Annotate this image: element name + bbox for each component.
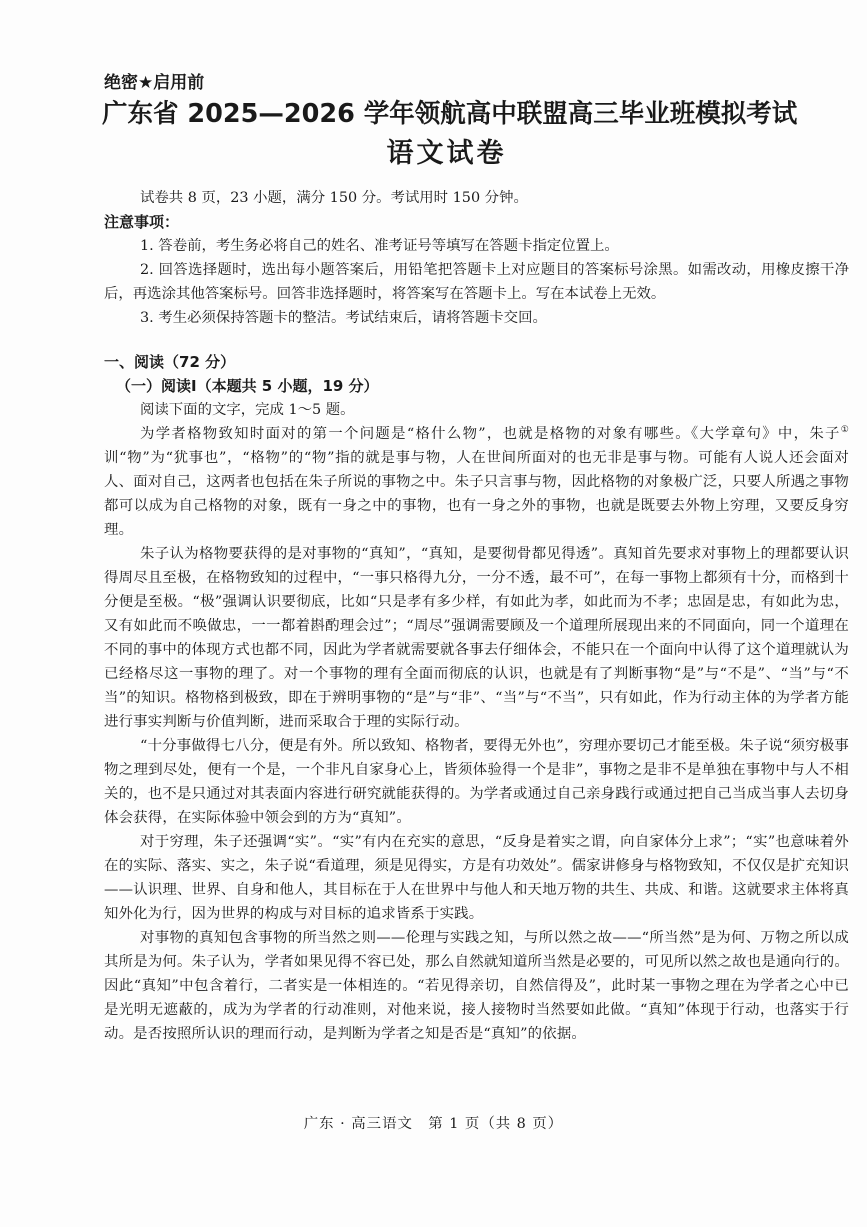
- exam-subject-title: 语文试卷: [386, 138, 507, 169]
- confidential-label: 绝密★启用前: [104, 73, 205, 93]
- passage-paragraph: 对于穷理，朱子还强调“实”。“实”有内在充实的意思，“反身是着实之谓，向自家体分上求”；“实”也意味着外在的实际、落实、实之，朱子说“看道理，须是见得实，方是有功效处”。儒家讲修身与格物致知，不仅仅是扩充知识——认识理、世界、自身和他人，其目标在于人在世界中与他人和天地万物的共生、共成、和谐。这就要求主体将真知外化为行，因为世界的构成与对目标的追求皆系于实践。: [104, 834, 849, 922]
- exam-info: 试卷共 8 页，23 小题，满分 150 分。考试用时 150 分钟。: [140, 190, 528, 206]
- notice-item: 2. 回答选择题时，选出每小题答案后，用铅笔把答题卡上对应题目的答案标号涂黑。如需改动，用橡皮擦干净后，再选涂其他答案标号。回答非选择题时，将答案写在答题卡上。写在本试卷上无效。: [104, 262, 849, 302]
- page-footer: 广东 · 高三语文 第 1 页（共 8 页）: [303, 1116, 564, 1132]
- section-heading: 一、阅读（72 分）: [104, 353, 236, 371]
- passage-paragraph: “十分事做得七八分，便是有外。所以致知、格物者，要得无外也”，穷理亦要切己才能至极。朱子说“须穷极事物之理到尽处，便有一个是，一个非凡自家身心上，皆须体验得一个是非”，事物之是非不是单独在事物中与人不相关的，也不是只通过对其表面内容进行研究就能获得的。为学者或通过自己亲身践行或通过把自己当成当事人去切身体会获得，在实际体验中领会到的方为“真知”。: [104, 738, 849, 826]
- passage-paragraph: [104, 422, 849, 542]
- notice-item: 1. 答卷前，考生务必将自己的姓名、准考证号等填写在答题卡指定位置上。: [140, 238, 619, 254]
- notice-item: 3. 考生必须保持答题卡的整洁。考试结束后，请将答题卡交回。: [140, 310, 547, 326]
- passage-paragraph: 朱子认为格物要获得的是对事物的“真知”，“真知，是要彻骨都见得透”。真知首先要求对事物上的理都要认识得周尽且至极，在格物致知的过程中，“一事只格得九分，一分不透，最不可”，在每一事物上都须有十分，而格到十分便是至极。“极”强调认识要彻底，比如“只是孝有多少样，有如此为孝，如此而为不孝；忠固是忠，有如此为忠，又有如此而不唤做忠，一一都着斟酌理会过”；“周尽”强调需要顾及一个道理所展现出来的不同面向，同一个道理在不同的事中的体现方式也都不同，因此为学者就需要就各事去仔细体会，不能只在一个面向中认得了这个道理就认为已经格尽这一事物的理了。对一个事物的理有全面而彻底的认识，也就是有了判断事物“是”与“不是”、“当”与“不当”的知识。格物格到极致，即在于辨明事物的“是”与“非”、“当”与“不当”，只有如此，作为行动主体的为学者方能进行事实判断与价值判断，进而采取合于理的实际行动。: [104, 546, 849, 730]
- footnote-mark: ①: [840, 425, 849, 436]
- passage-paragraph: 对事物的真知包含事物的所当然之则——伦理与实践之知，与所以然之故——“所当然”是为何、万物之所以成其所是为何。朱子认为，学者如果见得不容已处，那么自然就知道所当然是必要的，可见所以然之故也是通向行的。因此“真知”中包含着行，二者实是一体相连的。“若见得亲切，自然信得及”，此时某一事物之理在为学者之心中已是光明无遮蔽的，成为为学者的行动准则，对他来说，接人接物时当然要如此做。“真知”体现于行动，也落实于行动。是否按照所认识的理而行动，是判断为学者之知是否是“真知”的依据。: [104, 930, 849, 1042]
- reading-instruction: 阅读下面的文字，完成 1～5 题。: [140, 402, 355, 418]
- exam-title: 广东省 2025—2026 学年领航高中联盟高三毕业班模拟考试: [102, 99, 798, 129]
- passage-text: 为学者格物致知时面对的第一个问题是“格什么物”，也就是格物的对象有哪些。《大学章句》中，朱子: [140, 426, 841, 442]
- notice-heading: 注意事项：: [104, 213, 180, 231]
- passage-text: 训“物”为“犹事也”，“格物”的“物”指的就是事与物，人在世间所面对的也无非是事与物。可能有人说人还会面对人、面对自己，这两者也包括在朱子所说的事物之中。朱子只言事与物，因此格物的对象极广泛，只要人所遇之事物都可以成为自己格物的对象，既有一身之中的事物，也有一身之外的事物，也就是既要去外物上穷理，又要反身穷理。: [104, 450, 849, 538]
- subsection-heading: （一）阅读Ⅰ（本题共 5 小题，19 分）: [116, 377, 379, 395]
